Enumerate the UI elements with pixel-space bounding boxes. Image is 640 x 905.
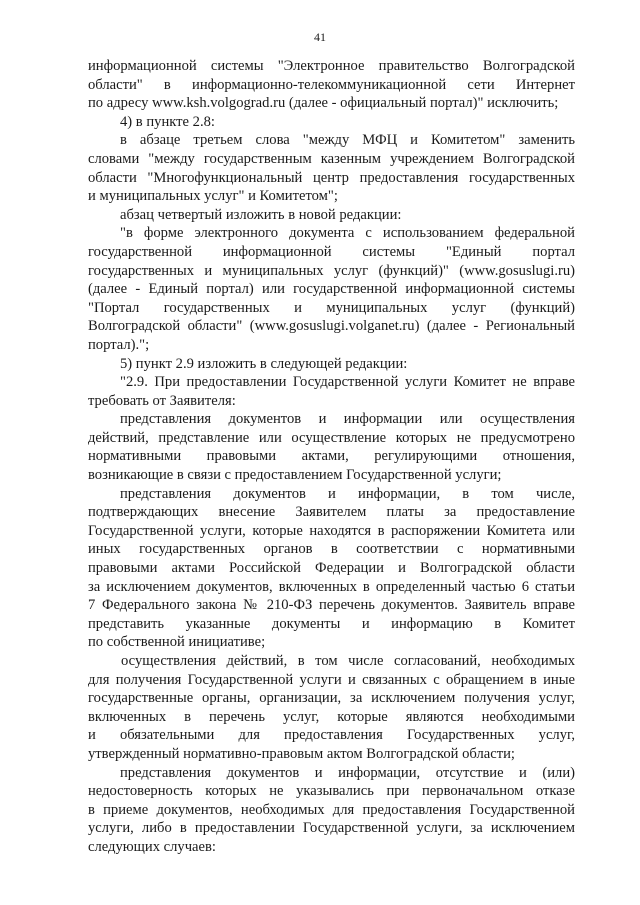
text-line: осуществления действий, в том числе согласований, необходимых: [121, 653, 575, 669]
text-line: иных государственных органов в соответствии с нормативными: [88, 541, 575, 558]
text-line: области" в информационно-телекоммуникационной сети Интернет: [88, 76, 575, 93]
text-line: услуги, либо в предоставлении Государственной услуги, за исключением: [88, 820, 575, 837]
text-line: абзац четвертый изложить в новой редакции:: [120, 206, 402, 223]
text-line: области "Многофункциональный центр предоставления государственных: [88, 169, 575, 186]
text-line: возникающие в связи с предоставлением Государственной услуги;: [88, 467, 502, 484]
text-line: государственных и муниципальных услуг (функций)" (www.gosuslugi.ru): [88, 262, 575, 279]
text-line: представления документов и информации или осуществления: [120, 411, 575, 428]
text-line: подтверждающих внесение Заявителем платы за предоставление: [88, 504, 575, 521]
text-line: для получения Государственной услуги и связанных с обращением в иные: [88, 671, 575, 688]
text-line: "Портал государственных и муниципальных услуг (функций): [88, 299, 575, 316]
text-line: представить указанные документы и информацию в Комитет: [88, 615, 575, 632]
text-line: 5) пункт 2.9 изложить в следующей редакции:: [120, 355, 408, 372]
text-line: недостоверность которых не указывались при первоначальном отказе: [88, 783, 575, 800]
text-line: за исключением документов, включенных в определенный частью 6 статьи: [88, 578, 575, 595]
text-line: по собственной инициативе;: [88, 634, 266, 651]
text-line: в приеме документов, необходимых для предоставления Государственной: [88, 801, 575, 818]
text-line: "в форме электронного документа с использованием федеральной: [120, 225, 575, 242]
text-line: портал).";: [88, 336, 150, 353]
text-line: информационной системы "Электронное правительство Волгоградской: [88, 58, 575, 74]
text-line: государственной информационной системы "Единый портал: [88, 243, 575, 260]
text-line: включенных в перечень услуг, которые являются необходимыми: [88, 708, 575, 725]
text-line: 4) в пункте 2.8:: [120, 113, 215, 130]
text-line: (далее - Единый портал) или государственной информационной системы: [88, 281, 575, 298]
text-line: словами "между государственным казенным учреждением Волгоградской: [88, 150, 575, 167]
document-body: [88, 57, 575, 857]
text-line: по адресу www.ksh.volgograd.ru (далее - официальный портал)" исключить;: [88, 95, 559, 112]
text-line: утвержденный нормативно-правовым актом Волгоградской области;: [88, 745, 515, 762]
text-line: в абзаце третьем слова "между МФЦ и Комитетом" заменить: [120, 132, 575, 149]
text-line: представления документов и информации, в том числе,: [120, 485, 575, 502]
text-line: и муниципальных услуг" и Комитетом";: [88, 188, 338, 205]
text-line: правовыми актами Российской Федерации и Волгоградской области: [88, 560, 575, 577]
text-line: Волгоградской области" (www.gosuslugi.volganet.ru) (далее - Региональный: [88, 318, 575, 335]
text-line: нормативными правовыми актами, регулирующими отношения,: [88, 448, 575, 465]
text-line: требовать от Заявителя:: [88, 392, 236, 409]
text-line: государственные органы, организации, за исключением получения услуг,: [88, 690, 575, 707]
text-line: 7 Федерального закона № 210-ФЗ перечень документов. Заявитель вправе: [88, 597, 575, 614]
page-number: 41: [314, 30, 326, 44]
text-line: и обязательными для предоставления Государственных услуг,: [88, 727, 575, 744]
text-line: следующих случаев:: [88, 838, 216, 855]
text-line: представления документов и информации, отсутствие и (или): [120, 764, 575, 781]
text-line: Государственной услуги, которые находятся в распоряжении Комитета или: [88, 522, 575, 539]
text-line: "2.9. При предоставлении Государственной услуги Комитет не вправе: [120, 374, 575, 391]
text-line: действий, представление или осуществление которых не предусмотрено: [88, 429, 575, 446]
